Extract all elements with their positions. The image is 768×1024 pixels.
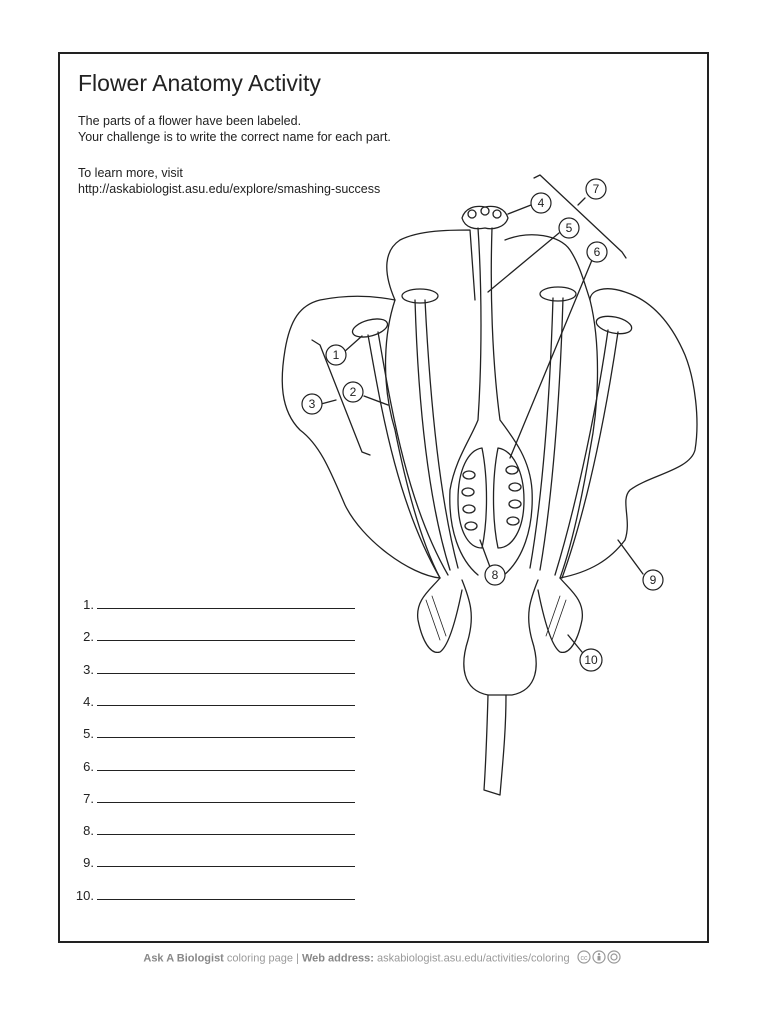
answer-row-9[interactable] (70, 854, 355, 872)
answer-number: 9. (83, 855, 94, 870)
answer-row-10[interactable] (70, 887, 355, 905)
answer-blank[interactable] (97, 661, 355, 674)
answer-number: 2. (83, 629, 94, 644)
answer-blank[interactable] (97, 596, 355, 609)
answer-number: 8. (83, 823, 94, 838)
anther-3 (540, 287, 576, 301)
answer-number: 4. (83, 694, 94, 709)
callout-2: 2 (349, 385, 357, 399)
answer-number: 10. (75, 888, 94, 903)
answer-blank[interactable] (97, 693, 355, 706)
pistil-bracket (534, 175, 626, 258)
style (450, 228, 532, 575)
footer-web-label: Web address: (301, 952, 374, 965)
answer-row-8[interactable] (70, 822, 355, 840)
answer-number: 3. (83, 662, 94, 677)
answer-row-5[interactable] (70, 725, 355, 743)
answer-blank[interactable] (97, 887, 355, 900)
callout-10: 10 (584, 653, 598, 667)
answer-blank[interactable] (97, 628, 355, 641)
answer-row-4[interactable] (70, 693, 355, 711)
answer-row-3[interactable] (70, 661, 355, 679)
answer-number: 7. (83, 791, 94, 806)
intro-line-2: Your challenge is to write the correct name for each part. (78, 130, 391, 144)
receptacle (418, 578, 583, 652)
callout-8: 8 (491, 568, 499, 582)
footer-brand: Ask A Biologist (143, 952, 224, 965)
stigma (462, 206, 508, 228)
svg-text:cc: cc (580, 955, 588, 962)
footer-web-url[interactable]: askabiologist.asu.edu/activities/coloring (376, 952, 570, 965)
ovary-left (458, 448, 487, 548)
callout-9: 9 (649, 573, 657, 587)
filament-4 (555, 330, 618, 578)
answer-row-2[interactable] (70, 628, 355, 646)
ovary-base (462, 580, 538, 695)
filament-1 (368, 332, 448, 578)
callout-1: 1 (332, 348, 340, 362)
anther-1 (351, 316, 390, 341)
answer-blank[interactable] (97, 725, 355, 738)
callout-5: 5 (565, 221, 573, 235)
page-title: Flower Anatomy Activity (78, 70, 321, 96)
answer-row-1[interactable] (70, 596, 355, 614)
answer-number: 1. (83, 597, 94, 612)
footer (0, 950, 768, 967)
answer-number: 5. (83, 726, 94, 741)
answer-row-7[interactable] (70, 790, 355, 808)
answer-blank[interactable] (97, 790, 355, 803)
ovary-right (494, 448, 525, 548)
intro-line-1: The parts of a flower have been labeled. (78, 114, 302, 128)
learn-more-text: To learn more, visit (78, 166, 183, 180)
callout-7: 7 (592, 182, 600, 196)
answer-blank[interactable] (97, 854, 355, 867)
answer-number: 6. (83, 759, 94, 774)
answer-row-6[interactable] (70, 758, 355, 776)
answer-blank[interactable] (97, 822, 355, 835)
callout-3: 3 (308, 397, 316, 411)
learn-more-link[interactable]: http://askabiologist.asu.edu/explore/smashing-success (78, 182, 381, 196)
footer-coloring: coloring page | (226, 952, 299, 965)
filament-2 (415, 300, 458, 570)
cc-by-nc-icon (577, 950, 625, 967)
anther-2 (402, 289, 438, 303)
stem (484, 695, 506, 795)
callout-4: 4 (537, 196, 545, 210)
filament-3 (530, 298, 563, 570)
callout-6: 6 (593, 245, 601, 259)
answer-blank[interactable] (97, 758, 355, 771)
anther-4 (595, 313, 634, 336)
